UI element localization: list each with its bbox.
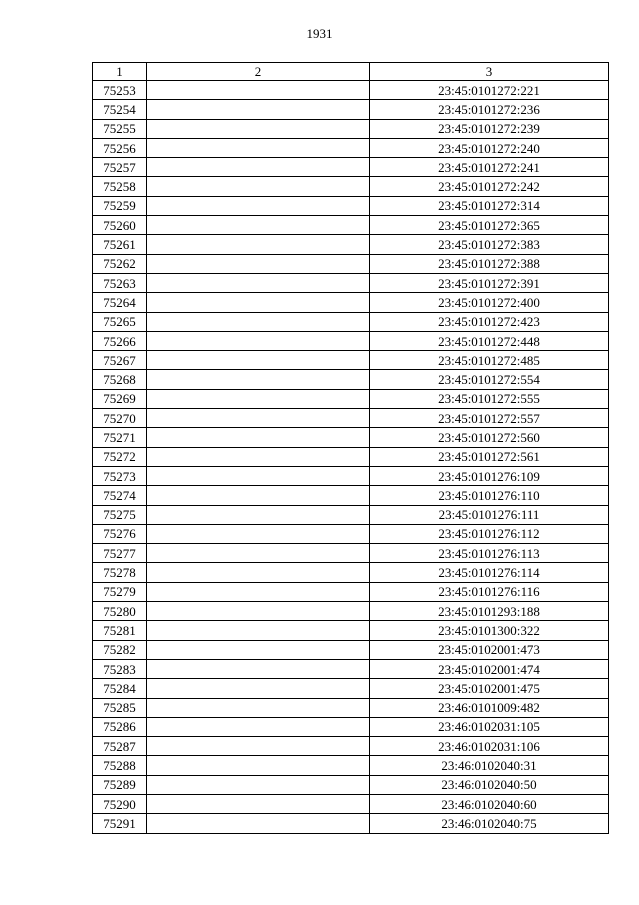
table-row [93,563,609,582]
cadastral-number-cell: 23:45:0101276:112 [370,524,609,543]
description-cell [147,196,370,215]
cadastral-number-cell: 23:45:0101276:110 [370,486,609,505]
row-number-cell: 75290 [93,794,147,813]
cadastral-number-cell: 23:46:0102040:60 [370,794,609,813]
row-number-cell: 75281 [93,621,147,640]
cadastral-number-cell: 23:45:0101272:555 [370,389,609,408]
description-cell [147,235,370,254]
description-cell [147,177,370,196]
cadastral-number-cell: 23:45:0101272:236 [370,100,609,119]
column-header-2: 2 [147,63,370,81]
cadastral-number-cell: 23:46:0101009:482 [370,698,609,717]
row-number-cell: 75287 [93,737,147,756]
description-cell [147,775,370,794]
description-cell [147,524,370,543]
description-cell [147,138,370,157]
cadastral-number-cell: 23:46:0102040:75 [370,814,609,833]
table-row [93,602,609,621]
cadastral-number-cell: 23:45:0102001:473 [370,640,609,659]
row-number-cell: 75266 [93,331,147,350]
description-cell [147,409,370,428]
cadastral-number-cell: 23:45:0101272:221 [370,81,609,100]
description-cell [147,389,370,408]
cadastral-number-cell: 23:45:0101276:113 [370,544,609,563]
row-number-cell: 75260 [93,216,147,235]
cadastral-number-cell: 23:46:0102040:31 [370,756,609,775]
row-number-cell: 75267 [93,351,147,370]
row-number-cell: 75263 [93,273,147,292]
table-row [93,756,609,775]
row-number-cell: 75276 [93,524,147,543]
table-row [93,196,609,215]
cadastral-number-cell: 23:45:0101276:116 [370,582,609,601]
cadastral-number-cell: 23:45:0101276:114 [370,563,609,582]
row-number-cell: 75272 [93,447,147,466]
description-cell [147,659,370,678]
cadastral-number-cell: 23:45:0101272:554 [370,370,609,389]
registry-table [92,62,609,834]
description-cell [147,312,370,331]
cadastral-number-cell: 23:45:0101272:383 [370,235,609,254]
table-row [93,81,609,100]
description-cell [147,428,370,447]
description-cell [147,756,370,775]
description-cell [147,794,370,813]
cadastral-number-cell: 23:45:0101272:365 [370,216,609,235]
table-row [93,312,609,331]
table-row [93,505,609,524]
row-number-cell: 75269 [93,389,147,408]
table-row [93,737,609,756]
table-row [93,698,609,717]
row-number-cell: 75259 [93,196,147,215]
table-row [93,679,609,698]
description-cell [147,563,370,582]
cadastral-number-cell: 23:45:0101272:561 [370,447,609,466]
cadastral-number-cell: 23:45:0101272:423 [370,312,609,331]
row-number-cell: 75285 [93,698,147,717]
table-row [93,582,609,601]
table-row [93,119,609,138]
row-number-cell: 75254 [93,100,147,119]
cadastral-number-cell: 23:46:0102031:106 [370,737,609,756]
description-cell [147,466,370,485]
table-row [93,389,609,408]
table-row [93,447,609,466]
description-cell [147,679,370,698]
description-cell [147,447,370,466]
table-body [93,81,609,834]
table-row [93,273,609,292]
cadastral-number-cell: 23:45:0101272:240 [370,138,609,157]
row-number-cell: 75291 [93,814,147,833]
cadastral-number-cell: 23:45:0101272:239 [370,119,609,138]
description-cell [147,100,370,119]
table-row [93,775,609,794]
row-number-cell: 75270 [93,409,147,428]
cadastral-number-cell: 23:45:0101272:557 [370,409,609,428]
row-number-cell: 75258 [93,177,147,196]
table-header [93,63,609,81]
description-cell [147,698,370,717]
row-number-cell: 75264 [93,293,147,312]
description-cell [147,273,370,292]
cadastral-number-cell: 23:45:0101272:448 [370,331,609,350]
row-number-cell: 75268 [93,370,147,389]
cadastral-number-cell: 23:45:0101293:188 [370,602,609,621]
table-row [93,466,609,485]
table-row [93,100,609,119]
cadastral-number-cell: 23:45:0102001:474 [370,659,609,678]
table-row [93,235,609,254]
description-cell [147,119,370,138]
description-cell [147,158,370,177]
row-number-cell: 75261 [93,235,147,254]
description-cell [147,216,370,235]
cadastral-number-cell: 23:46:0102031:105 [370,717,609,736]
column-header-3: 3 [370,63,609,81]
table-row [93,216,609,235]
description-cell [147,640,370,659]
table-row [93,254,609,273]
table-row [93,640,609,659]
row-number-cell: 75279 [93,582,147,601]
cadastral-number-cell: 23:45:0101272:388 [370,254,609,273]
description-cell [147,331,370,350]
cadastral-number-cell: 23:45:0102001:475 [370,679,609,698]
row-number-cell: 75257 [93,158,147,177]
row-number-cell: 75288 [93,756,147,775]
cadastral-number-cell: 23:45:0101272:391 [370,273,609,292]
description-cell [147,486,370,505]
page-number: 1931 [306,26,333,41]
table-row [93,544,609,563]
row-number-cell: 75255 [93,119,147,138]
description-cell [147,81,370,100]
row-number-cell: 75275 [93,505,147,524]
row-number-cell: 75280 [93,602,147,621]
cadastral-number-cell: 23:45:0101276:109 [370,466,609,485]
row-number-cell: 75256 [93,138,147,157]
table-row [93,177,609,196]
row-number-cell: 75283 [93,659,147,678]
table-row [93,486,609,505]
table-row [93,138,609,157]
table-row [93,717,609,736]
description-cell [147,544,370,563]
description-cell [147,370,370,389]
row-number-cell: 75273 [93,466,147,485]
header-row [93,63,609,81]
table-row [93,158,609,177]
description-cell [147,737,370,756]
cadastral-number-cell: 23:46:0102040:50 [370,775,609,794]
column-header-1: 1 [93,63,147,81]
table-row [93,370,609,389]
table-row [93,409,609,428]
table-row [93,351,609,370]
row-number-cell: 75282 [93,640,147,659]
description-cell [147,582,370,601]
description-cell [147,505,370,524]
description-cell [147,293,370,312]
row-number-cell: 75284 [93,679,147,698]
description-cell [147,717,370,736]
row-number-cell: 75278 [93,563,147,582]
row-number-cell: 75286 [93,717,147,736]
cadastral-number-cell: 23:45:0101272:314 [370,196,609,215]
table-row [93,621,609,640]
table-row [93,814,609,833]
table-row [93,331,609,350]
row-number-cell: 75277 [93,544,147,563]
cadastral-number-cell: 23:45:0101272:241 [370,158,609,177]
row-number-cell: 75253 [93,81,147,100]
cadastral-number-cell: 23:45:0101272:400 [370,293,609,312]
row-number-cell: 75274 [93,486,147,505]
description-cell [147,621,370,640]
cadastral-number-cell: 23:45:0101272:560 [370,428,609,447]
table-row [93,659,609,678]
description-cell [147,602,370,621]
row-number-cell: 75265 [93,312,147,331]
description-cell [147,254,370,273]
row-number-cell: 75262 [93,254,147,273]
cadastral-number-cell: 23:45:0101300:322 [370,621,609,640]
description-cell [147,814,370,833]
row-number-cell: 75289 [93,775,147,794]
table-row [93,293,609,312]
cadastral-number-cell: 23:45:0101272:242 [370,177,609,196]
table-row [93,524,609,543]
description-cell [147,351,370,370]
cadastral-number-cell: 23:45:0101276:111 [370,505,609,524]
table-row [93,428,609,447]
cadastral-number-cell: 23:45:0101272:485 [370,351,609,370]
row-number-cell: 75271 [93,428,147,447]
table-row [93,794,609,813]
